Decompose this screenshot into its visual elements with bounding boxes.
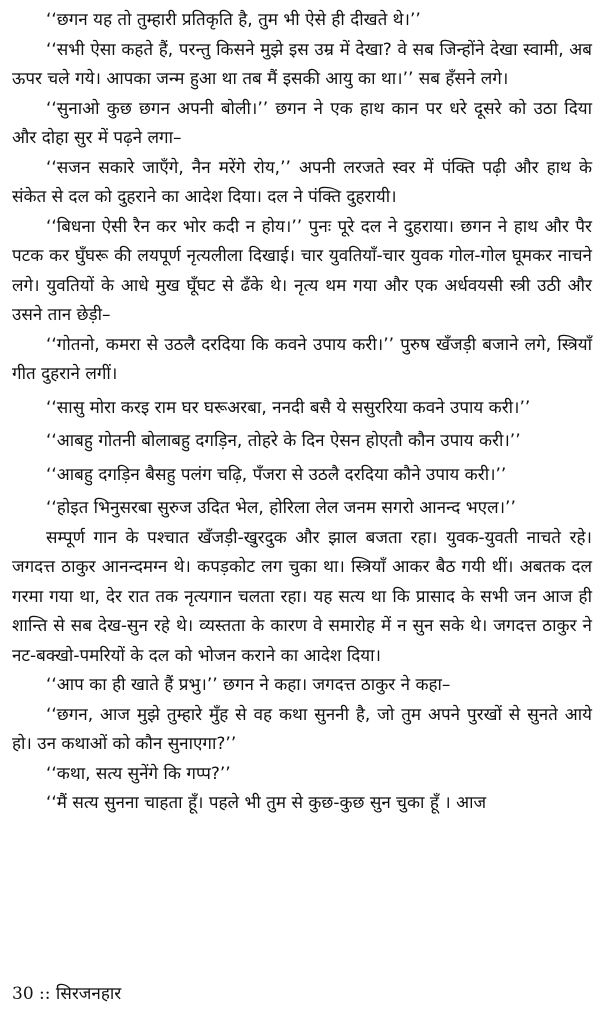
- paragraph-6: ‘‘गोतनो, कमरा से उठलै दरदिया कि कवने उपाय करी।’’ पुरुष खँजड़ी बजाने लगे, स्त्रियाँ गीत दुहराने लगीं।: [12, 334, 592, 384]
- book-title: सिरजनहार: [55, 984, 122, 1004]
- paragraph-3: ‘‘सुनाओ कुछ छगन अपनी बोली।’’ छगन ने एक हाथ कान पर धरे दूसरे को उठा दिया और दोहा सुर में पढ़ने लगा–: [12, 98, 592, 148]
- page-footer: [12, 982, 121, 1006]
- paragraph-7: ‘‘सासु मोरा करइ राम घर घरूअरबा, ननदी बसै ये ससुररिया कवने उपाय करी।’’: [46, 397, 531, 418]
- paragraph-15: ‘‘मैं सत्य सुनना चाहता हूँ। पहले भी तुम से कुछ-कुछ सुन चुका हूँ । आज: [46, 793, 487, 813]
- paragraph-9: ‘‘आबहु दगड़िन बैसहु पलंग चढ़ि, पँजरा से उठलै दरदिया कौने उपाय करी।’’: [46, 464, 507, 485]
- page-number: 30: [12, 984, 34, 1004]
- paragraph-2: ‘‘सभी ऐसा कहते हैं, परन्तु किसने मुझे इस उम्र में देखा? वे सब जिन्होंने देखा स्वामी, अब ऊपर चले गये। आपका जन्म हुआ था तब मैं इसकी आयु का था।’’ सब हँसने लगे।: [12, 39, 592, 89]
- paragraph-10: ‘‘होइत भिनुसरबा सुरुज उदित भेल, होरिला लेल जनम सगरो आनन्द भएल।’’: [46, 498, 516, 518]
- page-body: [12, 6, 592, 819]
- paragraph-8: ‘‘आबहु गोतनी बोलाबहु दगड़िन, तोहरे के दिन ऐसन होएतौ कौन उपाय करी।’’: [46, 431, 521, 451]
- paragraph-5: ‘‘बिधना ऐसी रैन कर भोर कदी न होय।’’ पुनः पूरे दल ने दुहराया। छगन ने हाथ और पैर पटक कर घुँघरू की लयपूर्ण नृत्यलीला दिखाई। चार युवतियाँ-चार युवक गोल-गोल घूमकर नाचने लगे। युवतियों के आधे मुख घूँघट से ढँके थे। नृत्य थम गया और एक अर्धवयसी स्त्री उठी और उसने तान छेड़ी–: [12, 216, 592, 325]
- footer-separator: ::: [39, 984, 51, 1004]
- paragraph-1: ‘‘छगन यह तो तुम्हारी प्रतिकृति है, तुम भी ऐसे ही दीखते थे।’’: [46, 10, 421, 30]
- paragraph-4: ‘‘सजन सकारे जाएँगे, नैन मरेंगे रोय,’’ अपनी लरजते स्वर में पंक्ति पढ़ी और हाथ के संकेत से दल को दुहराने का आदेश दिया। दल ने पंक्ति दुहरायी।: [12, 157, 592, 207]
- paragraph-12: ‘‘आप का ही खाते हैं प्रभु।’’ छगन ने कहा। जगदत्त ठाकुर ने कहा–: [46, 675, 451, 695]
- paragraph-13: ‘‘छगन, आज मुझे तुम्हारे मुँह से वह कथा सुननी है, जो तुम अपने पुरखों से सुनते आये हो। उन कथाओं को कौन सुनाएगा?’’: [12, 704, 592, 754]
- paragraph-14: ‘‘कथा, सत्य सुनेंगे कि गप्प?’’: [46, 763, 231, 784]
- paragraph-11: सम्पूर्ण गान के पश्चात खँजड़ी-खुरदुक और झाल बजता रहा। युवक-युवती नाचते रहे। जगदत्त ठाकुर आनन्दमग्न थे। कपड़कोट लग चुका था। स्त्रियाँ आकर बैठ गयी थीं। अबतक दल गरमा गया था, देर रात तक नृत्यगान चलता रहा। यह सत्य था कि प्रासाद के सभी जन आज ही शान्ति से सब देख-सुन रहे थे। व्यस्तता के कारण वे समारोह में न सुन सके थे। जगदत्त ठाकुर ने नट-बक्खो-पमरियों के दल को भोजन कराने का आदेश दिया।: [12, 527, 592, 666]
